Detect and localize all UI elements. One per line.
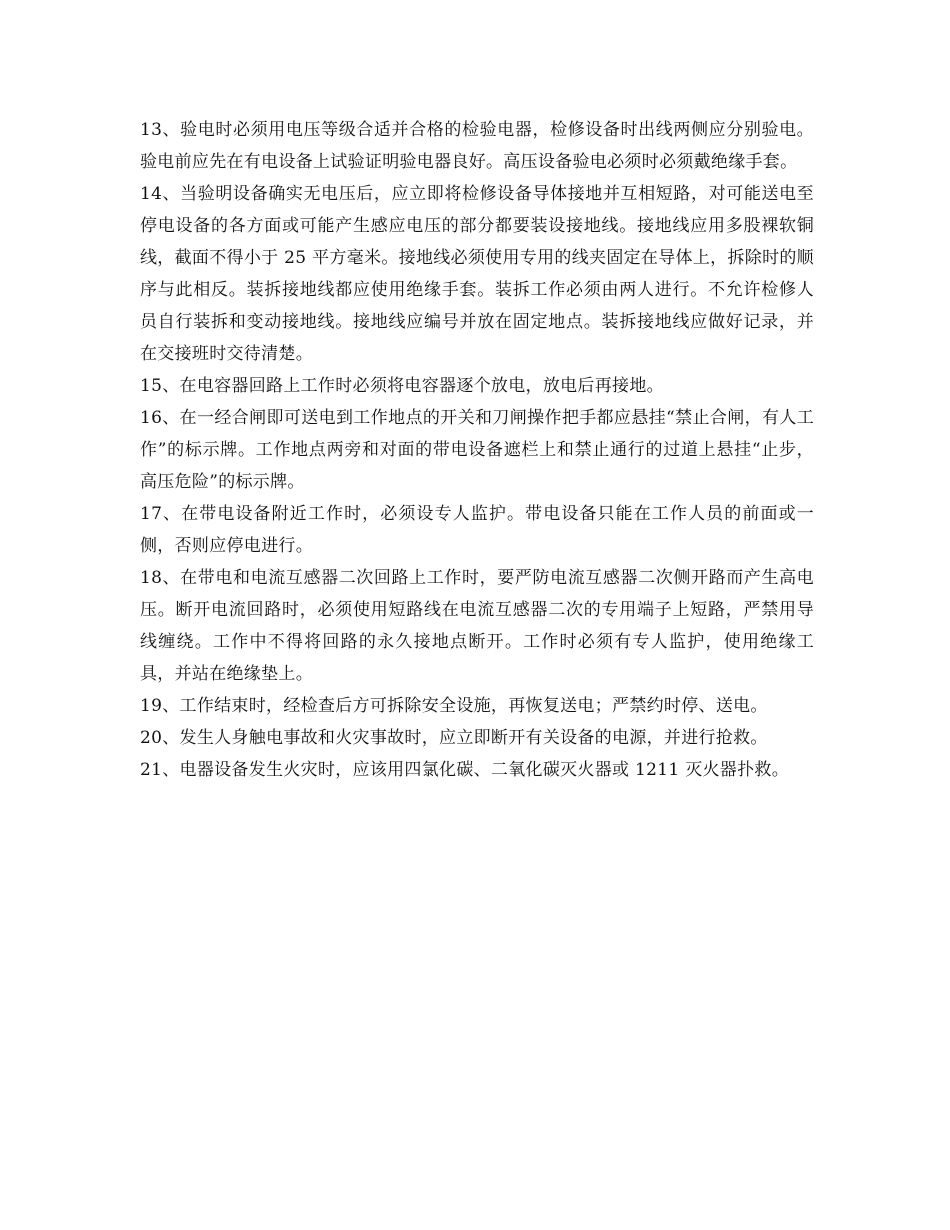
paragraph-18: 18、在带电和电流互感器二次回路上工作时，要严防电流互感器二次侧开路而产生高电压。断开电流回路时，必须使用短路线在电流互感器二次的专用端子上短路，严禁用导线缠绕。工作中不得将回路的永久接地点断开。工作时必须有专人监护，使用绝缘工具，并站在绝缘垫上。 <box>140 568 814 684</box>
paragraph-14: 14、当验明设备确实无电压后，应立即将检修设备导体接地并互相短路，对可能送电至停电设备的各方面或可能产生感应电压的部分都要装设接地线。接地线应用多股裸软铜线，截面不得小于 25 平方毫米。接地线必须使用专用的线夹固定在导体上，拆除时的顺序与此相反。装拆接地线都应使用绝缘手套。装拆工作必须由两人进行。不允许检修人员自行装拆和变动接地线。接地线应编号并放在固定地点。装拆接地线应做好记录，并在交接班时交待清楚。 <box>140 184 814 364</box>
paragraph-16: 16、在一经合闸即可送电到工作地点的开关和刀闸操作把手都应悬挂“禁止合闸，有人工作”的标示牌。工作地点两旁和对面的带电设备遮栏上和禁止通行的过道上悬挂“止步，高压危险”的标示牌。 <box>140 408 814 492</box>
paragraph-13: 13、验电时必须用电压等级合适并合格的检验电器，检修设备时出线两侧应分别验电。验电前应先在有电设备上试验证明验电器良好。高压设备验电必须时必须戴绝缘手套。 <box>140 120 814 172</box>
paragraph-15: 15、在电容器回路上工作时必须将电容器逐个放电，放电后再接地。 <box>140 376 664 396</box>
paragraph-17: 17、在带电设备附近工作时，必须设专人监护。带电设备只能在工作人员的前面或一侧，否则应停电进行。 <box>140 504 814 556</box>
document-body <box>140 114 814 786</box>
paragraph-19: 19、工作结束时，经检查后方可拆除安全设施，再恢复送电；严禁约时停、送电。 <box>140 696 768 716</box>
paragraph-21: 21、电器设备发生火灾时，应该用四氯化碳、二氧化碳灭火器或 1211 灭火器扑救。 <box>140 760 790 780</box>
paragraph-20: 20、发生人身触电事故和火灾事故时，应立即断开有关设备的电源，并进行抢救。 <box>140 728 768 748</box>
